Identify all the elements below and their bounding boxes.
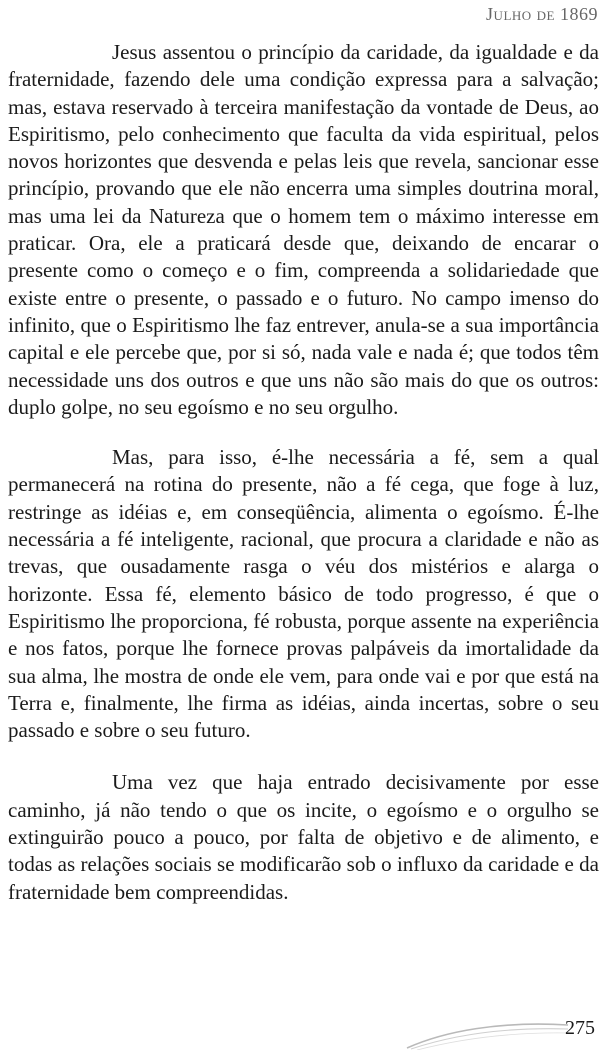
paragraph-1: Jesus assentou o princípio da caridade, da igualdade e da fraternidade, fazendo dele uma condição expressa para a salvação; mas, estava reservado à terceira manifestação da vontade de Deus, ao Espiritismo, pelo conhecimento que faculta da vida espiritual, pelos novos horizontes que desvenda e pelas leis que revela, sancionar esse princípio, provando que ele não encerra uma simples doutrina moral, mas uma lei da Natureza que o homem tem o máximo interesse em praticar. Ora, ele a praticará desde que, deixando de encarar o presente como o começo e o fim, compreenda a solidariedade que existe entre o presente, o passado e o futuro. No campo imenso do infinito, que o Espiritismo lhe faz entrever, anula-se a sua importância capital e ele percebe que, por si só, nada vale e nada é; que todos têm necessidade uns dos outros e que uns não são mais do que os outros: duplo golpe, no seu egoísmo e no seu orgulho. <box>8 40 599 419</box>
paragraph-2: Mas, para isso, é-lhe necessária a fé, sem a qual permanecerá na rotina do presente, não a fé cega, que foge à luz, restringe as idéias e, em conseqüência, alimenta o egoísmo. É-lhe necessária a fé inteligente, racional, que procura a claridade e não as trevas, que ousadamente rasga o véu dos mistérios e alarga o horizonte. Essa fé, elemento básico de todo progresso, é que o Espiritismo lhe proporciona, fé robusta, porque assente na experiência e nos fatos, porque lhe fornece provas palpáveis da imortalidade da sua alma, lhe mostra de onde ele vem, para onde vai e por que está na Terra e, finalmente, lhe firma as idéias, ainda incertas, sobre o seu passado e sobre o seu futuro. <box>8 445 599 743</box>
paragraph-3: Uma vez que haja entrado decisivamente por esse caminho, já não tendo o que os incite, o egoísmo e o orgulho se extinguirão pouco a pouco, por falta de objetivo e de alimento, e todas as relações sociais se modificarão sob o influxo da caridade e da fraternidade bem compreendidas. <box>8 770 599 904</box>
footer-swoosh-ornament <box>405 1015 570 1050</box>
page-number: 275 <box>565 1017 595 1039</box>
running-header: Julho de 1869 <box>486 4 598 24</box>
page-body <box>8 39 599 906</box>
